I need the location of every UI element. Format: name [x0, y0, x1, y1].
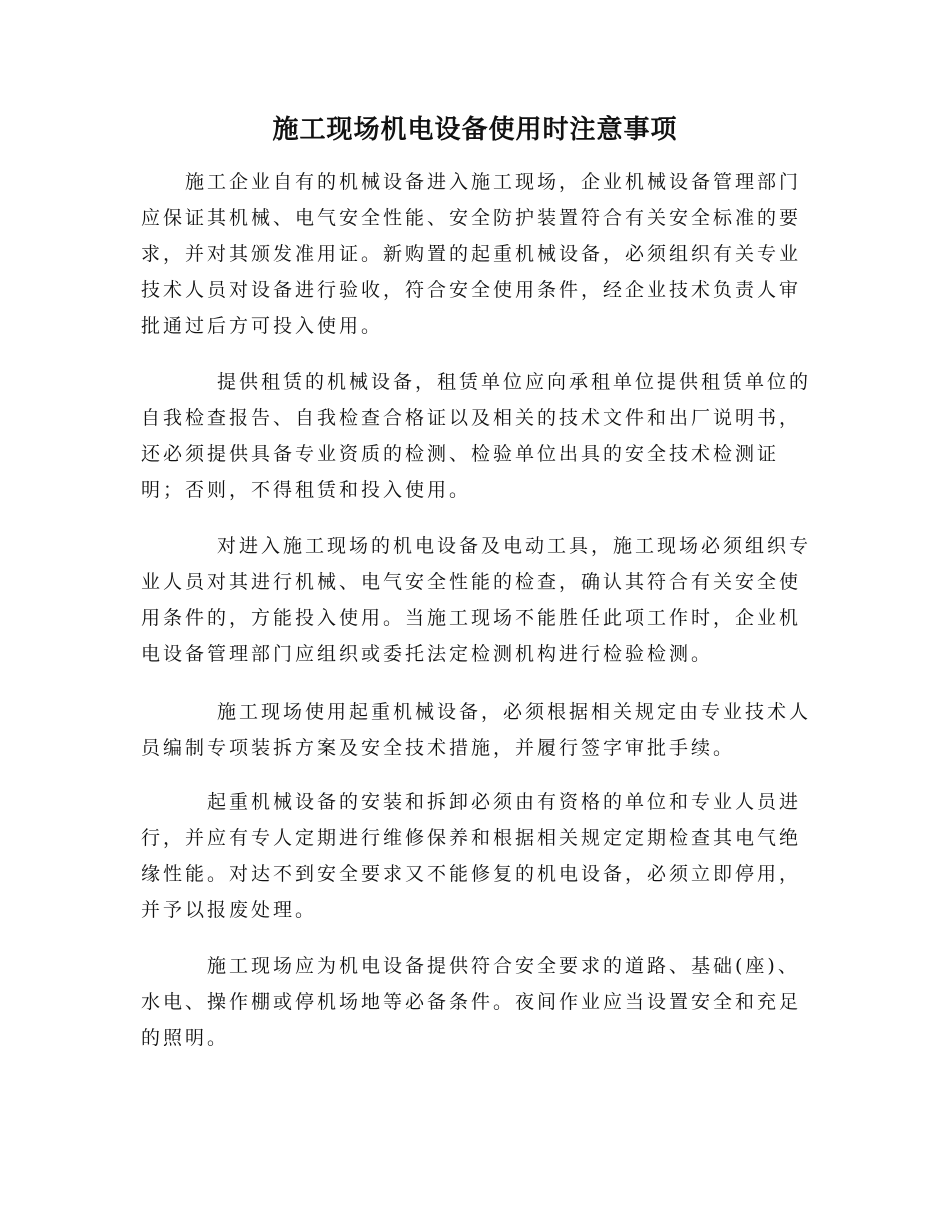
- paragraph-line: 求，并对其颁发准用证。新购置的起重机械设备，必须组织有关专业: [141, 243, 802, 265]
- paragraph-4: [141, 694, 811, 766]
- paragraph-line: 施工企业自有的机械设备进入施工现场，企业机械设备管理部门: [185, 171, 802, 193]
- paragraph-line: 的照明。: [141, 1027, 230, 1049]
- paragraph-1: [141, 164, 811, 344]
- paragraph-line: 施工现场使用起重机械设备，必须根据相关规定由专业技术人: [217, 701, 811, 723]
- paragraph-line: 行，并应有专人定期进行维修保养和根据相关规定定期检查其电气绝: [141, 827, 802, 849]
- paragraph-line: 水电、操作棚或停机场地等必备条件。夜间作业应当设置安全和充足: [141, 991, 802, 1013]
- paragraph-3: [141, 528, 811, 672]
- paragraph-line: 缘性能。对达不到安全要求又不能修复的机电设备，必须立即停用，: [141, 863, 802, 885]
- paragraph-line: 还必须提供具备专业资质的检测、检验单位出具的安全技术检测证: [141, 443, 780, 465]
- paragraph-line: 员编制专项装拆方案及安全技术措施，并履行签字审批手续。: [141, 737, 736, 759]
- paragraph-line: 批通过后方可投入使用。: [141, 315, 384, 337]
- paragraph-line: 并予以报废处理。: [141, 899, 318, 921]
- paragraph-line: 应保证其机械、电气安全性能、安全防护装置符合有关安全标准的要: [141, 207, 802, 229]
- paragraph-line: 明；否则，不得租赁和投入使用。: [141, 479, 472, 501]
- paragraph-line: 用条件的，方能投入使用。当施工现场不能胜任此项工作时，企业机: [141, 607, 802, 629]
- paragraph-line: 自我检查报告、自我检查合格证以及相关的技术文件和出厂说明书，: [141, 407, 802, 429]
- paragraph-line: 对进入施工现场的机电设备及电动工具，施工现场必须组织专: [217, 535, 811, 557]
- paragraph-5: [141, 784, 811, 928]
- paragraph-line: 电设备管理部门应组织或委托法定检测机构进行检验检测。: [141, 643, 714, 665]
- paragraph-line: 技术人员对设备进行验收，符合安全使用条件，经企业技术负责人审: [141, 279, 802, 301]
- paragraph-2: [141, 364, 811, 508]
- paragraph-6: [141, 948, 811, 1056]
- paragraph-line: 施工现场应为机电设备提供符合安全要求的道路、基础(座)、: [207, 955, 800, 977]
- paragraph-line: 起重机械设备的安装和拆卸必须由有资格的单位和专业人员进: [207, 791, 802, 813]
- paragraph-line: 业人员对其进行机械、电气安全性能的检查，确认其符合有关安全使: [141, 571, 802, 593]
- document-title: 施工现场机电设备使用时注意事项: [272, 115, 678, 145]
- paragraph-line: 提供租赁的机械设备，租赁单位应向承租单位提供租赁单位的: [217, 371, 811, 393]
